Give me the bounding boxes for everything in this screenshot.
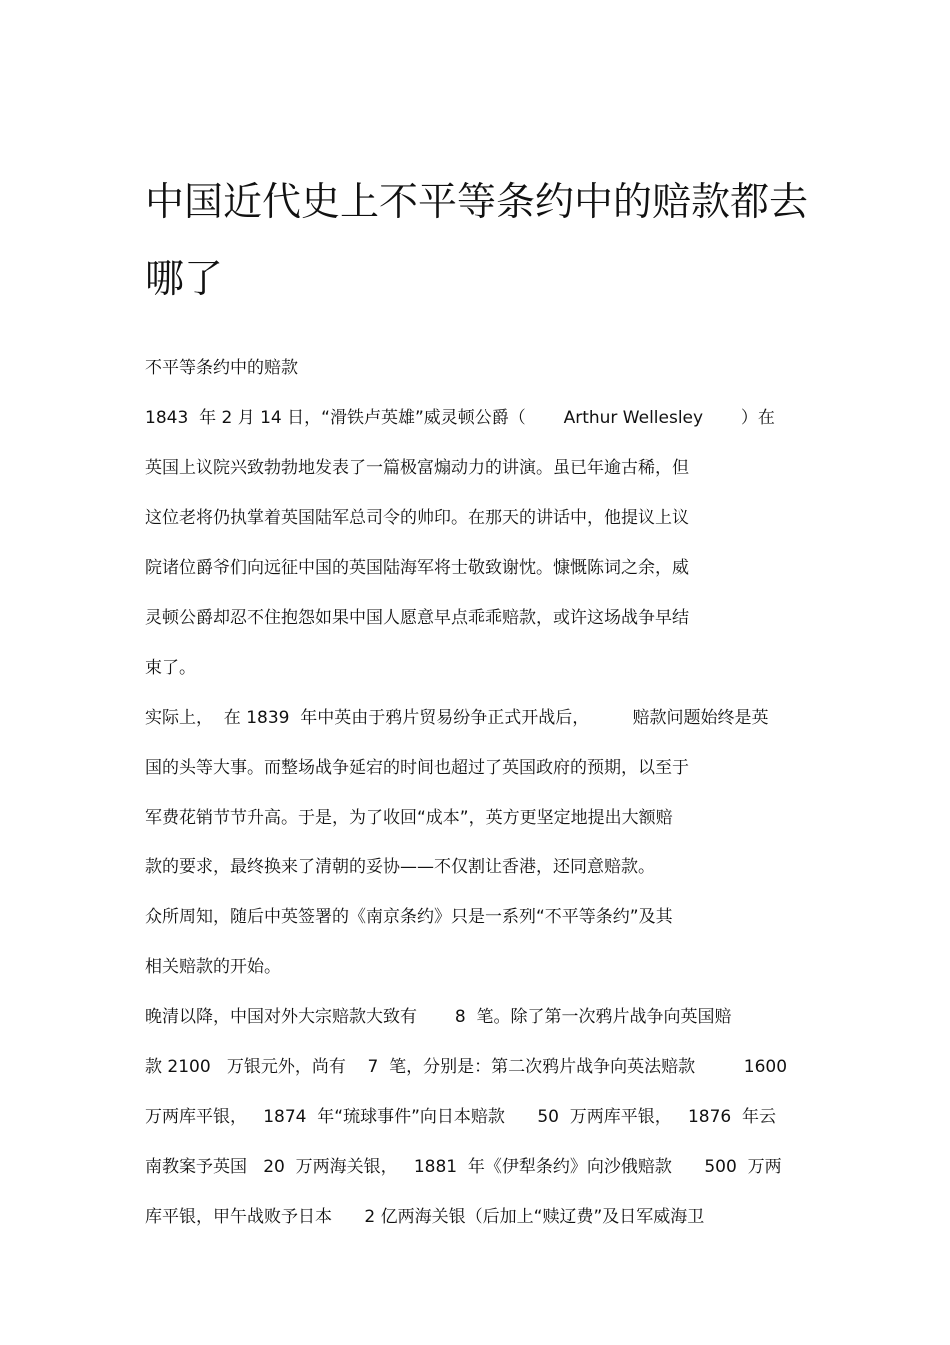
paragraph-line: 灵顿公爵却忍不住抱怨如果中国人愿意早点乖乖赔款，或许这场战争早结 xyxy=(145,608,689,628)
title-line-2: 哪了 xyxy=(145,257,224,302)
paragraph-line: 款 2100 万银元外，尚有 7 笔，分别是：第二次鸦片战争向英法赔款 1600 xyxy=(145,1057,788,1077)
document-title xyxy=(145,164,825,318)
paragraph-line: 南教案予英国 20 万两海关银， 1881 年《伊犁条约》向沙俄赔款 500 万两 xyxy=(145,1157,782,1177)
paragraph-line: 军费花销节节升高。于是，为了收回“成本”，英方更坚定地提出大额赔 xyxy=(145,808,673,828)
paragraph-line: 英国上议院兴致勃勃地发表了一篇极富煽动力的讲演。虽已年逾古稀，但 xyxy=(145,458,689,478)
title-line-1: 中国近代史上不平等条约中的赔款都去 xyxy=(145,180,809,225)
paragraph-line: 库平银，甲午战败予日本 2 亿两海关银（后加上“赎辽费”及日军威海卫 xyxy=(145,1207,705,1227)
paragraph-line: 束了。 xyxy=(145,658,196,678)
paragraph-line: 实际上， 在 1839 年中英由于鸦片贸易纷争正式开战后， 赔款问题始终是英 xyxy=(145,708,769,728)
paragraph-line: 众所周知，随后中英签署的《南京条约》只是一系列“不平等条约”及其 xyxy=(145,907,673,927)
paragraph-line: 款的要求，最终换来了清朝的妥协——不仅割让香港，还同意赔款。 xyxy=(145,857,655,877)
paragraph-line: 万两库平银， 1874 年“琉球事件”向日本赔款 50 万两库平银， 1876 年云 xyxy=(145,1107,777,1127)
paragraph-line: 国的头等大事。而整场战争延宕的时间也超过了英国政府的预期，以至于 xyxy=(145,758,689,778)
paragraph-line: 晚清以降，中国对外大宗赔款大致有 8 笔。除了第一次鸦片战争向英国赔 xyxy=(145,1007,732,1027)
paragraph-line: 这位老将仍执掌着英国陆军总司令的帅印。在那天的讲话中，他提议上议 xyxy=(145,508,689,528)
paragraph-line: 1843 年 2 月 14 日，“滑铁卢英雄”威灵顿公爵（ Arthur Wellesley ）在 xyxy=(145,408,775,428)
paragraph-line: 院诸位爵爷们向远征中国的英国陆海军将士敬致谢忱。慷慨陈词之余，威 xyxy=(145,558,689,578)
section-heading: 不平等条约中的赔款 xyxy=(145,358,298,378)
paragraph-line: 相关赔款的开始。 xyxy=(145,957,281,977)
